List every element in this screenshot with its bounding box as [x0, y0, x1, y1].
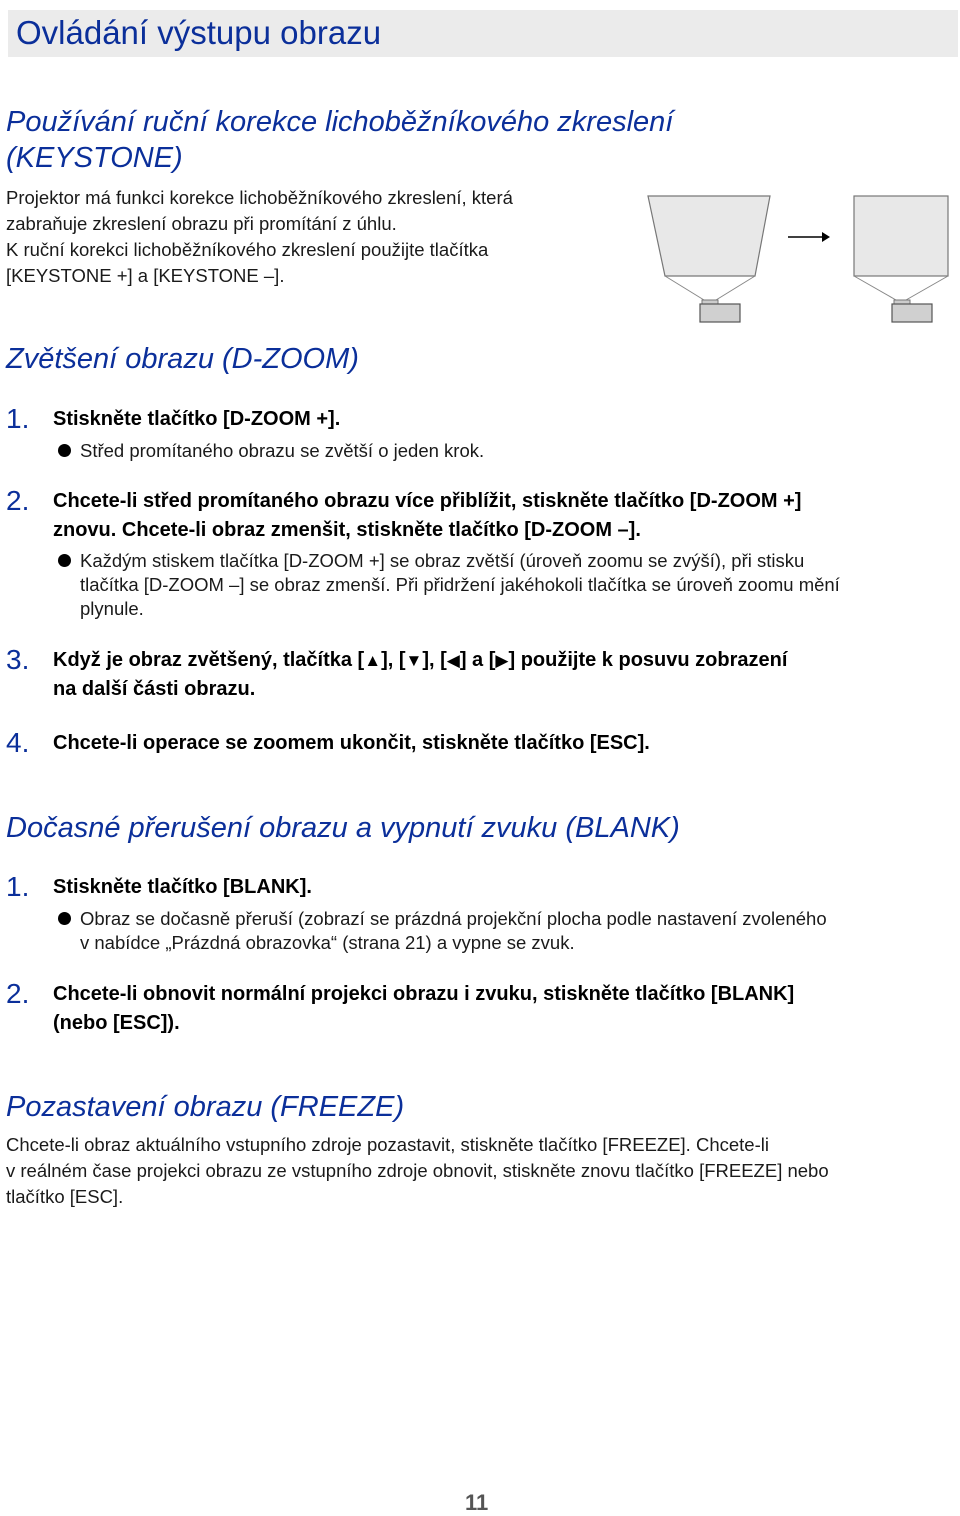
keystone-text-line4: [KEYSTONE +] a [KEYSTONE –].	[6, 265, 285, 286]
bullet-icon	[58, 912, 71, 925]
dzoom-step2-line2: znovu. Chcete-li obraz zmenšit, stiskněte tlačítko [D-ZOOM –].	[53, 519, 641, 541]
blank-step1-number: 1.	[6, 871, 30, 902]
dzoom-step3-line2: na další části obrazu.	[53, 678, 256, 700]
blank-step2-number: 2.	[6, 978, 30, 1009]
keystone-diagram	[640, 190, 960, 330]
dzoom-step1-text: Stiskněte tlačítko [D-ZOOM +].	[53, 408, 341, 430]
dzoom-step1-bullet: Střed promítaného obrazu se zvětší o jeden krok.	[80, 440, 485, 461]
keystone-text-line1: Projektor má funkci korekce lichoběžníkového zkreslení, která	[6, 187, 513, 208]
page-title: Ovládání výstupu obrazu	[16, 14, 382, 51]
keystone-text-line3: K ruční korekci lichoběžníkového zkreslení použijte tlačítka	[6, 239, 489, 260]
freeze-text-line2: v reálném čase projekci obrazu ze vstupního zdroje obnovit, stiskněte znovu tlačítko [FREEZE] nebo	[6, 1160, 829, 1181]
keystone-heading-line1: Používání ruční korekce lichoběžníkového zkreslení	[6, 106, 674, 138]
dzoom-step4-text: Chcete-li operace se zoomem ukončit, stiskněte tlačítko [ESC].	[53, 732, 650, 754]
freeze-heading: Pozastavení obrazu (FREEZE)	[6, 1091, 405, 1123]
dzoom-step3-number: 3.	[6, 644, 30, 675]
blank-step2-line1: Chcete-li obnovit normální projekci obrazu i zvuku, stiskněte tlačítko [BLANK]	[53, 983, 795, 1005]
keystone-text-line2: zabraňuje zkreslení obrazu při promítání z úhlu.	[6, 213, 397, 234]
bullet-icon	[58, 554, 71, 567]
dzoom-step1-number: 1.	[6, 403, 30, 434]
keystone-heading-line2: (KEYSTONE)	[6, 142, 183, 174]
dzoom-step4-number: 4.	[6, 727, 30, 758]
dzoom-heading: Zvětšení obrazu (D-ZOOM)	[6, 343, 359, 375]
dzoom-step2-bullet-line1: Každým stiskem tlačítka [D-ZOOM +] se obraz zvětší (úroveň zoomu se zvýší), při stisku	[80, 550, 805, 571]
arrow-down-icon: ▼	[405, 651, 423, 670]
arrow-left-icon: ◀	[446, 651, 460, 670]
dzoom-step2-line1: Chcete-li střed promítaného obrazu více přiblížit, stiskněte tlačítko [D-ZOOM +]	[53, 490, 802, 512]
distorted-screen-icon	[648, 196, 770, 322]
freeze-text-line1: Chcete-li obraz aktuálního vstupního zdroje pozastavit, stiskněte tlačítko [FREEZE]. Chcete-li	[6, 1134, 769, 1155]
corrected-screen-icon	[854, 196, 948, 322]
arrow-up-icon: ▲	[364, 651, 382, 670]
blank-heading: Dočasné přerušení obrazu a vypnutí zvuku (BLANK)	[6, 812, 680, 844]
dzoom-step3-line1: Když je obraz zvětšený, tlačítka [▲], [▼], [◀] a [▶] použijte k posuvu zobrazení	[53, 649, 788, 671]
arrow-right-key-icon: ▶	[495, 651, 509, 670]
freeze-text-line3: tlačítko [ESC].	[6, 1186, 124, 1207]
dzoom-step2-number: 2.	[6, 485, 30, 516]
blank-step1-bullet-line1: Obraz se dočasně přeruší (zobrazí se prázdná projekční plocha podle nastavení zvoleného	[80, 908, 827, 929]
page-number: 11	[465, 1490, 489, 1515]
arrow-right-icon	[788, 232, 830, 242]
dzoom-step2-bullet-line3: plynule.	[80, 598, 144, 619]
dzoom-step2-bullet-line2: tlačítka [D-ZOOM –] se obraz zmenší. Při přidržení jakéhokoli tlačítka se úroveň zoomu mění	[80, 574, 840, 595]
blank-step1-bullet-line2: v nabídce „Prázdná obrazovka“ (strana 21) a vypne se zvuk.	[80, 932, 575, 953]
blank-step2-line2: (nebo [ESC]).	[53, 1012, 180, 1034]
bullet-icon	[58, 444, 71, 457]
blank-step1-text: Stiskněte tlačítko [BLANK].	[53, 876, 312, 898]
